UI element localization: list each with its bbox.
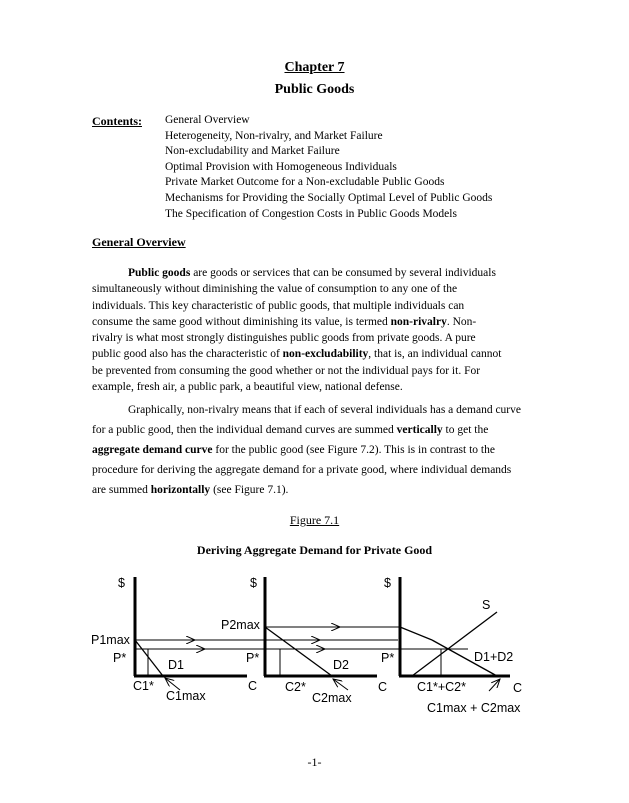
panel1-c-label: C xyxy=(248,679,258,693)
supply-curve xyxy=(412,612,497,676)
figure-diagram xyxy=(0,565,629,725)
c1maxc2max-pointer xyxy=(489,679,500,691)
paragraph-public-goods xyxy=(92,265,537,395)
contents-list xyxy=(165,113,492,222)
panel3-dollar-label: $ xyxy=(384,576,391,590)
chapter-number: Chapter 7 xyxy=(284,60,345,75)
term-aggregate-demand-curve: aggregate demand curve xyxy=(92,443,213,456)
term-vertically: vertically xyxy=(396,423,443,436)
c1maxc2max-label: C1max + C2max xyxy=(427,701,521,715)
c2star-label: C2* xyxy=(285,680,306,694)
c1star-label: C1* xyxy=(133,679,154,693)
c1max-label: C1max xyxy=(166,689,206,703)
text-span: to get the xyxy=(442,423,489,436)
p2max-label: P2max xyxy=(221,618,260,632)
contents-item: Heterogeneity, Non-rivalry, and Market Failure xyxy=(165,129,383,142)
d1-label: D1 xyxy=(168,658,184,672)
aggregate-demand-upper xyxy=(400,627,432,640)
c2max-label: C2max xyxy=(312,691,352,705)
d1d2-label: D1+D2 xyxy=(474,650,514,664)
term-public-goods: Public goods xyxy=(128,267,191,279)
contents-label: Contents: xyxy=(92,114,142,128)
text-line: individuals. This key characteristic of public goods, that multiple individuals can xyxy=(92,299,465,312)
panel1-dollar-label: $ xyxy=(118,576,125,590)
panel2-c-label: C xyxy=(378,680,388,694)
contents-item: Non-excludability and Market Failure xyxy=(165,145,340,158)
page-number: -1- xyxy=(307,755,322,769)
text-line: procedure for deriving the aggregate demand for a private good, where individual demands xyxy=(92,463,512,476)
contents-item: General Overview xyxy=(165,114,250,126)
panel2-dollar-label: $ xyxy=(250,576,257,590)
term-non-rivalry: non-rivalry xyxy=(390,315,447,328)
text-span: are goods or services that can be consumed by several individuals xyxy=(190,267,496,279)
c1c2star-label: C1*+C2* xyxy=(417,680,466,694)
figure-title: Deriving Aggregate Demand for Private Good xyxy=(196,543,433,557)
text-line: example, fresh air, a public park, a beautiful view, national defense. xyxy=(92,381,403,394)
text-span: , that is, an individual cannot xyxy=(368,348,502,361)
contents-item: Mechanisms for Providing the Socially Optimal Level of Public Goods xyxy=(165,191,493,204)
d1-curve xyxy=(135,640,163,676)
p1max-label: P1max xyxy=(91,633,130,647)
text-line: rivalry is what most strongly distinguishes public goods from private goods. A pure xyxy=(92,332,476,345)
text-span: are summed xyxy=(92,483,151,496)
c2max-pointer xyxy=(333,679,348,690)
text-line: simultaneously without diminishing the value of consumption to any one of the xyxy=(92,283,458,296)
d2-label: D2 xyxy=(333,658,349,672)
chapter-title: Public Goods xyxy=(274,82,355,97)
section-heading: General Overview xyxy=(92,235,186,249)
pstar3-label: P* xyxy=(381,651,395,665)
paragraph-graphically xyxy=(92,401,537,501)
pstar1-label: P* xyxy=(113,651,127,665)
contents-item: Optimal Provision with Homogeneous Individuals xyxy=(165,160,397,173)
text-span: public good also has the characteristic of xyxy=(92,348,283,361)
figure-number: Figure 7.1 xyxy=(289,513,340,527)
text-line: Graphically, non-rivalry means that if each of several individuals has a demand curve xyxy=(128,404,521,416)
contents-item: Private Market Outcome for a Non-excludable Public Goods xyxy=(165,176,445,189)
text-span: for a public good, then the individual demand curves are summed xyxy=(92,423,397,436)
contents-item: The Specification of Congestion Costs in Public Goods Models xyxy=(165,207,457,220)
s-label: S xyxy=(482,598,491,612)
pstar2-label: P* xyxy=(246,651,260,665)
text-span: . Non- xyxy=(446,315,477,328)
term-non-excludability: non-excludability xyxy=(282,348,369,361)
d2-curve xyxy=(265,627,332,676)
text-line: be prevented from consuming the good whether or not the individual pays for it. For xyxy=(92,364,481,377)
text-span: (see Figure 7.1). xyxy=(210,483,289,496)
panel3-c-label: C xyxy=(513,681,523,695)
term-horizontally: horizontally xyxy=(150,483,211,496)
text-span: consume the same good without diminishing its value, is termed xyxy=(92,315,391,328)
text-span: for the public good (see Figure 7.2). This is in contrast to the xyxy=(212,443,495,456)
